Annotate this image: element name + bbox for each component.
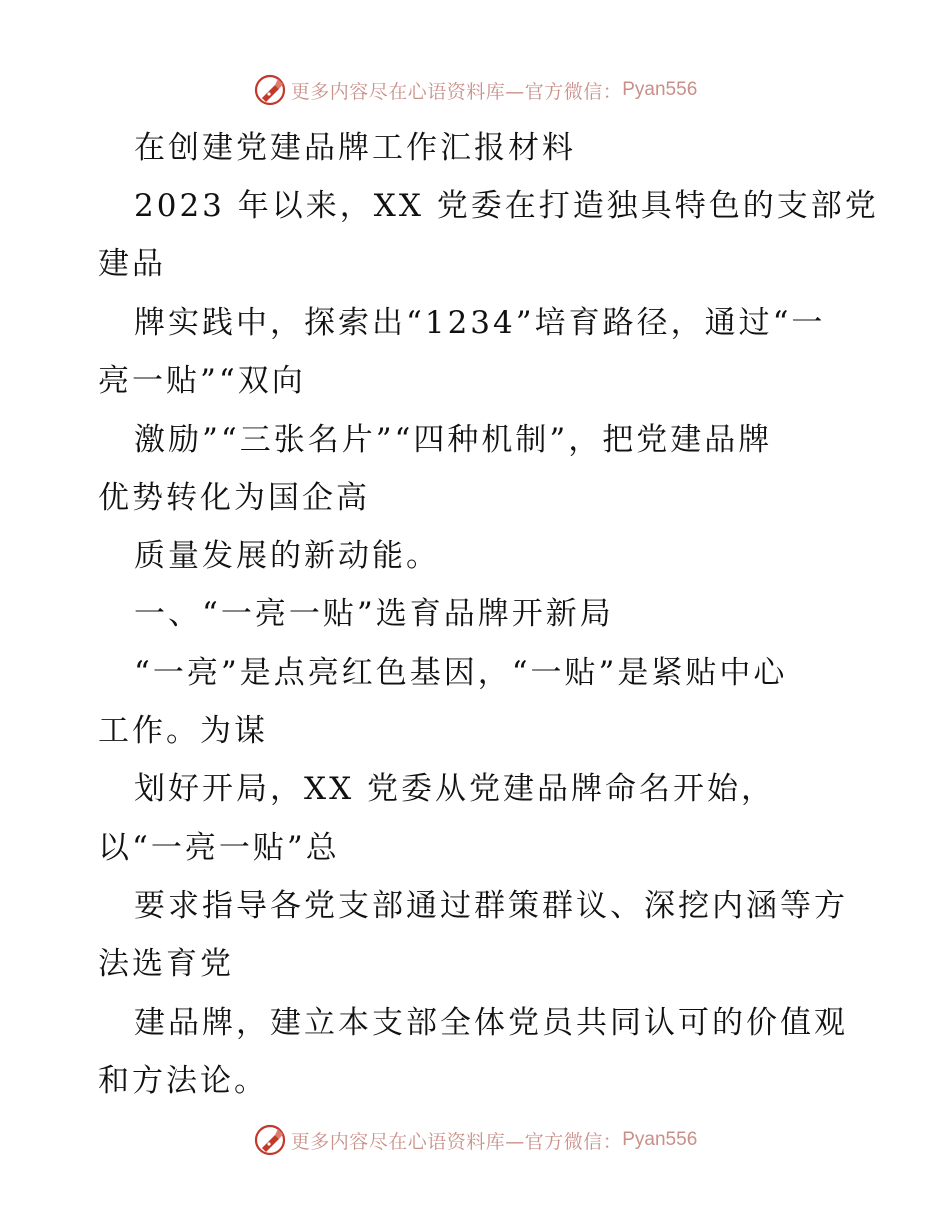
fountain-pen-logo-icon (253, 1123, 287, 1157)
fountain-pen-logo-icon (253, 73, 287, 107)
watermark-text: 更多内容尽在心语资料库—官方微信： (290, 1130, 623, 1153)
doc-line: “一亮”是点亮红色基因，“一贴”是紧贴中心 (134, 655, 788, 691)
section-heading: 一、“一亮一贴”选育品牌开新局 (134, 596, 614, 632)
doc-line: 要求指导各党支部通过群策群议、深挖内涵等方 (134, 888, 848, 924)
doc-line: 和方法论。 (98, 1063, 268, 1099)
watermark-text: 更多内容尽在心语资料库—官方微信： (290, 80, 623, 103)
doc-line: 优势转化为国企高 (98, 480, 370, 516)
doc-line: 亮一贴”“双向 (98, 363, 306, 399)
doc-line: 质量发展的新动能。 (134, 538, 440, 574)
footer-watermark (0, 1120, 950, 1160)
doc-line: 激励”“三张名片”“四种机制”，把党建品牌 (134, 422, 773, 458)
doc-line: 以“一亮一贴”总 (98, 830, 340, 866)
doc-line: 划好开局，XX 党委从党建品牌命名开始， (134, 771, 775, 807)
watermark-contact: Pyan556 (622, 79, 698, 100)
watermark-contact: Pyan556 (622, 1129, 698, 1150)
doc-line: 建品 (98, 246, 166, 282)
doc-line: 法选育党 (98, 946, 234, 982)
doc-line: 工作。为谋 (98, 713, 268, 749)
doc-title: 在创建党建品牌工作汇报材料 (134, 130, 576, 166)
doc-line: 建品牌，建立本支部全体党员共同认可的价值观 (134, 1005, 848, 1041)
doc-line: 牌实践中，探索出“1234”培育路径，通过“一 (134, 305, 826, 341)
doc-line: 2023 年以来，XX 党委在打造独具特色的支部党 (134, 188, 879, 224)
header-watermark (0, 70, 950, 110)
